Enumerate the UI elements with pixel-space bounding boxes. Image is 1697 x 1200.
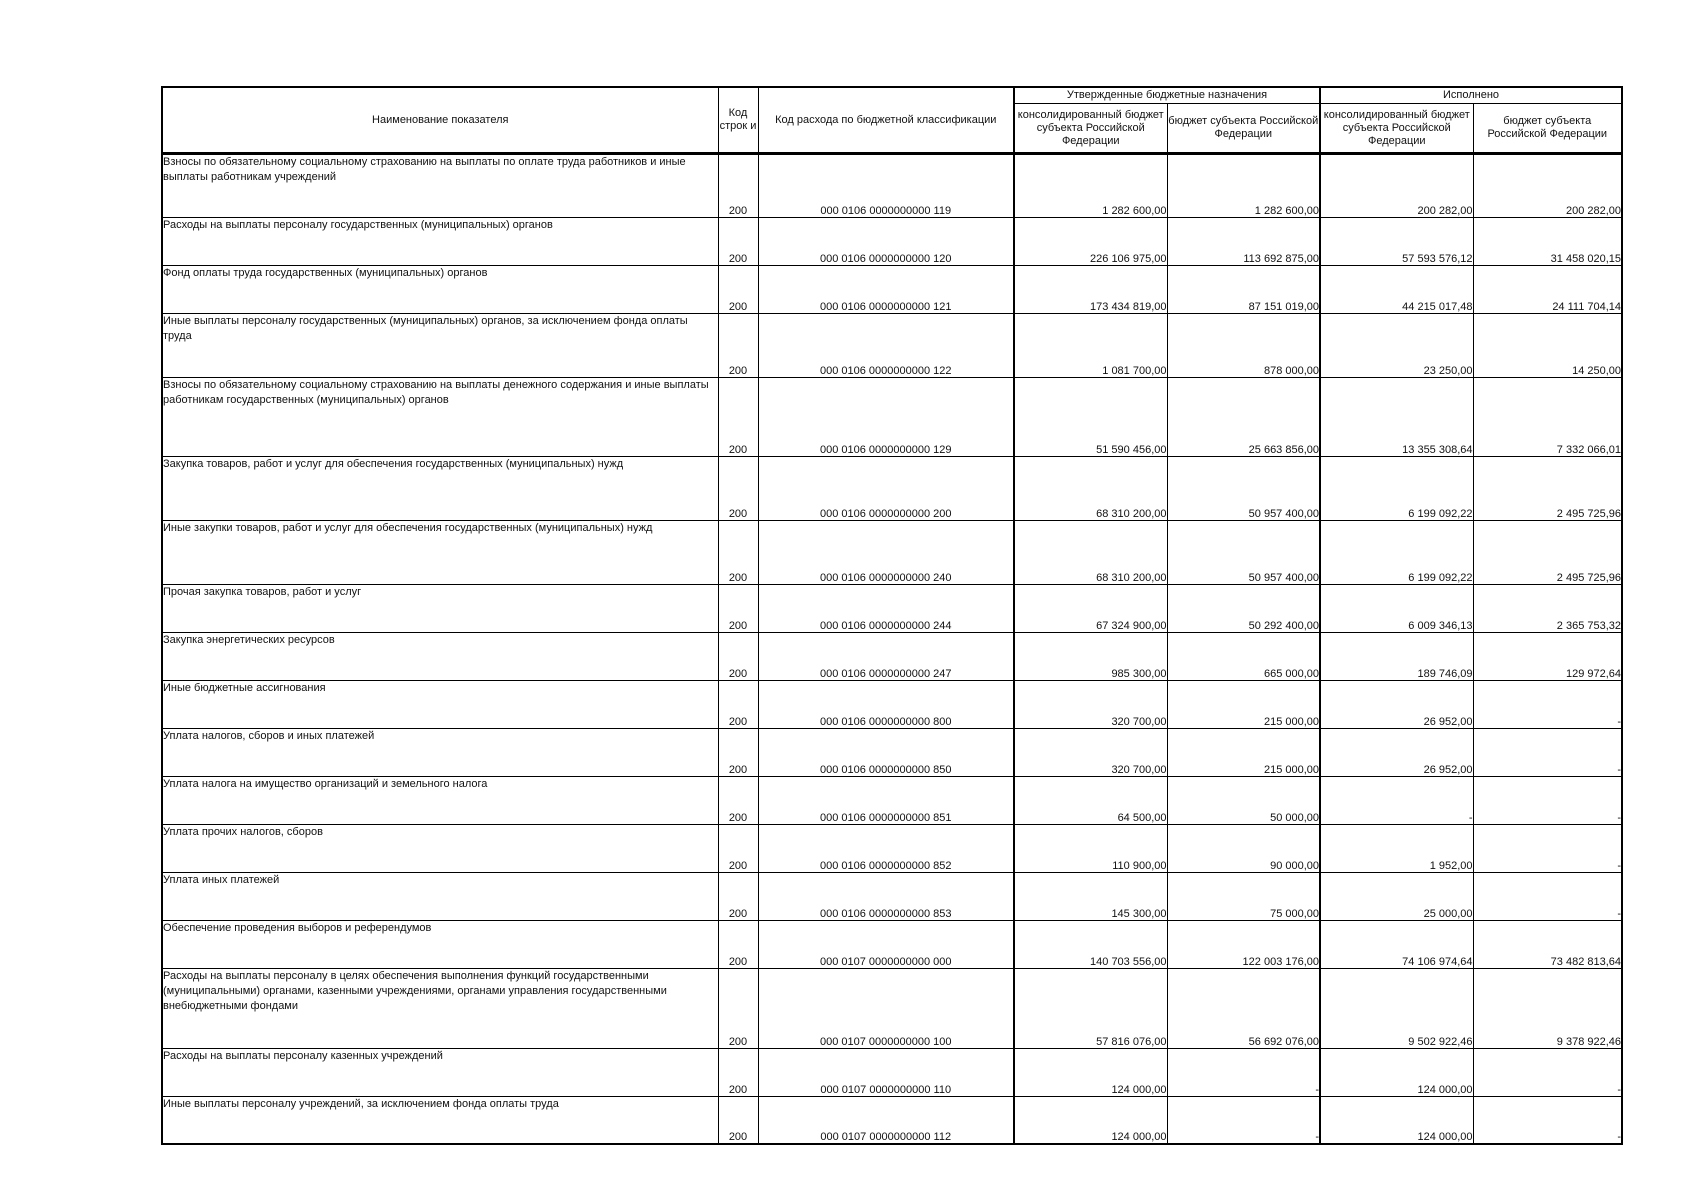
- executed-subject: 24 111 704,14: [1473, 266, 1622, 314]
- class-code: 000 0106 0000000000 800: [758, 681, 1014, 729]
- row-name: Расходы на выплаты персоналу государственных (муниципальных) органов: [162, 218, 718, 266]
- executed-subject: 2 365 753,32: [1473, 585, 1622, 633]
- executed-consolidated: 1 952,00: [1320, 825, 1473, 873]
- row-name: Фонд оплаты труда государственных (муниципальных) органов: [162, 266, 718, 314]
- executed-consolidated: 23 250,00: [1320, 314, 1473, 378]
- table-row: [162, 378, 1622, 457]
- table-row: [162, 633, 1622, 681]
- budget-table: [161, 86, 1623, 1145]
- executed-consolidated: -: [1320, 777, 1473, 825]
- header-executed: Исполнено: [1320, 87, 1622, 104]
- approved-consolidated: 173 434 819,00: [1014, 266, 1167, 314]
- row-name: Уплата иных платежей: [162, 873, 718, 921]
- table-row: [162, 585, 1622, 633]
- approved-consolidated: 1 282 600,00: [1014, 154, 1167, 218]
- row-code: 200: [718, 633, 758, 681]
- executed-subject: 2 495 725,96: [1473, 457, 1622, 521]
- table-row: [162, 921, 1622, 969]
- table-row: [162, 266, 1622, 314]
- header-approved-consolidated: консолидированный бюджет субъекта Российской Федерации: [1014, 104, 1167, 154]
- approved-consolidated: 140 703 556,00: [1014, 921, 1167, 969]
- row-name: Иные выплаты персоналу учреждений, за исключением фонда оплаты труда: [162, 1097, 718, 1144]
- table-row: [162, 1049, 1622, 1097]
- row-name: Взносы по обязательному социальному страхованию на выплаты по оплате труда работников и иные выплаты работникам учреждений: [162, 154, 718, 218]
- row-name: Уплата налогов, сборов и иных платежей: [162, 729, 718, 777]
- table-row: [162, 1097, 1622, 1144]
- executed-subject: -: [1473, 825, 1622, 873]
- table-body: [162, 154, 1622, 1144]
- executed-subject: -: [1473, 729, 1622, 777]
- row-code: 200: [718, 378, 758, 457]
- row-name: Обеспечение проведения выборов и референдумов: [162, 921, 718, 969]
- table-row: [162, 969, 1622, 1049]
- approved-subject: 878 000,00: [1167, 314, 1320, 378]
- row-code: 200: [718, 154, 758, 218]
- executed-consolidated: 74 106 974,64: [1320, 921, 1473, 969]
- table-row: [162, 314, 1622, 378]
- approved-consolidated: 226 106 975,00: [1014, 218, 1167, 266]
- approved-subject: 50 292 400,00: [1167, 585, 1320, 633]
- approved-subject: 665 000,00: [1167, 633, 1320, 681]
- table-row: [162, 777, 1622, 825]
- approved-subject: -: [1167, 1049, 1320, 1097]
- row-code: 200: [718, 457, 758, 521]
- approved-consolidated: 985 300,00: [1014, 633, 1167, 681]
- executed-subject: 73 482 813,64: [1473, 921, 1622, 969]
- row-code: 200: [718, 314, 758, 378]
- class-code: 000 0106 0000000000 119: [758, 154, 1014, 218]
- row-code: 200: [718, 218, 758, 266]
- approved-consolidated: 67 324 900,00: [1014, 585, 1167, 633]
- executed-consolidated: 124 000,00: [1320, 1097, 1473, 1144]
- approved-subject: 90 000,00: [1167, 825, 1320, 873]
- approved-consolidated: 110 900,00: [1014, 825, 1167, 873]
- approved-subject: 56 692 076,00: [1167, 969, 1320, 1049]
- table-row: [162, 681, 1622, 729]
- row-name: Прочая закупка товаров, работ и услуг: [162, 585, 718, 633]
- class-code: 000 0106 0000000000 853: [758, 873, 1014, 921]
- row-code: 200: [718, 969, 758, 1049]
- header-class-code: Код расхода по бюджетной классификации: [758, 87, 1014, 154]
- approved-subject: 50 957 400,00: [1167, 457, 1320, 521]
- approved-consolidated: 68 310 200,00: [1014, 521, 1167, 585]
- class-code: 000 0106 0000000000 121: [758, 266, 1014, 314]
- row-name: Расходы на выплаты персоналу в целях обеспечения выполнения функций государственными (муниципальными) органами, казенными учреждениями, органами управления государственными внебюджетными фондами: [162, 969, 718, 1049]
- class-code: 000 0106 0000000000 129: [758, 378, 1014, 457]
- row-code: 200: [718, 921, 758, 969]
- header-approved-subject: бюджет субъекта Российской Федерации: [1167, 104, 1320, 154]
- executed-subject: 9 378 922,46: [1473, 969, 1622, 1049]
- class-code: 000 0107 0000000000 000: [758, 921, 1014, 969]
- header-row-code: Код строк и: [718, 87, 758, 154]
- header-executed-consolidated: консолидированный бюджет субъекта Российской Федерации: [1320, 104, 1473, 154]
- executed-subject: -: [1473, 1049, 1622, 1097]
- executed-consolidated: 26 952,00: [1320, 681, 1473, 729]
- table-row: [162, 825, 1622, 873]
- executed-subject: 31 458 020,15: [1473, 218, 1622, 266]
- executed-subject: 14 250,00: [1473, 314, 1622, 378]
- approved-consolidated: 68 310 200,00: [1014, 457, 1167, 521]
- approved-subject: 1 282 600,00: [1167, 154, 1320, 218]
- approved-subject: 25 663 856,00: [1167, 378, 1320, 457]
- row-name: Иные бюджетные ассигнования: [162, 681, 718, 729]
- approved-subject: 75 000,00: [1167, 873, 1320, 921]
- table-row: [162, 218, 1622, 266]
- approved-consolidated: 124 000,00: [1014, 1049, 1167, 1097]
- row-name: Иные выплаты персоналу государственных (муниципальных) органов, за исключением фонда оплаты труда: [162, 314, 718, 378]
- row-name: Расходы на выплаты персоналу казенных учреждений: [162, 1049, 718, 1097]
- table-row: [162, 457, 1622, 521]
- class-code: 000 0106 0000000000 247: [758, 633, 1014, 681]
- executed-consolidated: 13 355 308,64: [1320, 378, 1473, 457]
- row-code: 200: [718, 873, 758, 921]
- approved-subject: 50 000,00: [1167, 777, 1320, 825]
- approved-consolidated: 51 590 456,00: [1014, 378, 1167, 457]
- approved-consolidated: 320 700,00: [1014, 681, 1167, 729]
- header-executed-subject: бюджет субъекта Российской Федерации: [1473, 104, 1622, 154]
- row-code: 200: [718, 266, 758, 314]
- row-code: 200: [718, 1097, 758, 1144]
- approved-consolidated: 145 300,00: [1014, 873, 1167, 921]
- approved-subject: -: [1167, 1097, 1320, 1144]
- class-code: 000 0106 0000000000 240: [758, 521, 1014, 585]
- row-code: 200: [718, 729, 758, 777]
- executed-consolidated: 9 502 922,46: [1320, 969, 1473, 1049]
- class-code: 000 0106 0000000000 850: [758, 729, 1014, 777]
- row-name: Уплата прочих налогов, сборов: [162, 825, 718, 873]
- row-code: 200: [718, 777, 758, 825]
- table-row: [162, 729, 1622, 777]
- header-name: Наименование показателя: [162, 87, 718, 154]
- executed-consolidated: 44 215 017,48: [1320, 266, 1473, 314]
- executed-consolidated: 6 199 092,22: [1320, 521, 1473, 585]
- row-code: 200: [718, 825, 758, 873]
- row-name: Закупка энергетических ресурсов: [162, 633, 718, 681]
- approved-consolidated: 57 816 076,00: [1014, 969, 1167, 1049]
- approved-subject: 87 151 019,00: [1167, 266, 1320, 314]
- executed-subject: 200 282,00: [1473, 154, 1622, 218]
- header-approved: Утвержденные бюджетные назначения: [1014, 87, 1320, 104]
- approved-subject: 113 692 875,00: [1167, 218, 1320, 266]
- executed-subject: 129 972,64: [1473, 633, 1622, 681]
- executed-consolidated: 189 746,09: [1320, 633, 1473, 681]
- row-name: Взносы по обязательному социальному страхованию на выплаты денежного содержания и иные выплаты работникам государственных (муниципальных) органов: [162, 378, 718, 457]
- executed-subject: -: [1473, 1097, 1622, 1144]
- approved-consolidated: 1 081 700,00: [1014, 314, 1167, 378]
- row-code: 200: [718, 585, 758, 633]
- executed-subject: 2 495 725,96: [1473, 521, 1622, 585]
- executed-consolidated: 57 593 576,12: [1320, 218, 1473, 266]
- row-name: Закупка товаров, работ и услуг для обеспечения государственных (муниципальных) нужд: [162, 457, 718, 521]
- executed-consolidated: 25 000,00: [1320, 873, 1473, 921]
- class-code: 000 0107 0000000000 110: [758, 1049, 1014, 1097]
- table-row: [162, 521, 1622, 585]
- approved-consolidated: 64 500,00: [1014, 777, 1167, 825]
- executed-subject: -: [1473, 873, 1622, 921]
- table-row: [162, 873, 1622, 921]
- class-code: 000 0106 0000000000 200: [758, 457, 1014, 521]
- row-name: Уплата налога на имущество организаций и земельного налога: [162, 777, 718, 825]
- executed-consolidated: 200 282,00: [1320, 154, 1473, 218]
- executed-subject: -: [1473, 681, 1622, 729]
- approved-subject: 215 000,00: [1167, 729, 1320, 777]
- class-code: 000 0107 0000000000 100: [758, 969, 1014, 1049]
- executed-consolidated: 124 000,00: [1320, 1049, 1473, 1097]
- row-code: 200: [718, 521, 758, 585]
- row-code: 200: [718, 681, 758, 729]
- approved-subject: 215 000,00: [1167, 681, 1320, 729]
- approved-consolidated: 320 700,00: [1014, 729, 1167, 777]
- class-code: 000 0106 0000000000 120: [758, 218, 1014, 266]
- executed-consolidated: 6 009 346,13: [1320, 585, 1473, 633]
- class-code: 000 0107 0000000000 112: [758, 1097, 1014, 1144]
- approved-consolidated: 124 000,00: [1014, 1097, 1167, 1144]
- class-code: 000 0106 0000000000 851: [758, 777, 1014, 825]
- row-name: Иные закупки товаров, работ и услуг для обеспечения государственных (муниципальных) нужд: [162, 521, 718, 585]
- class-code: 000 0106 0000000000 122: [758, 314, 1014, 378]
- class-code: 000 0106 0000000000 244: [758, 585, 1014, 633]
- executed-subject: 7 332 066,01: [1473, 378, 1622, 457]
- executed-consolidated: 26 952,00: [1320, 729, 1473, 777]
- class-code: 000 0106 0000000000 852: [758, 825, 1014, 873]
- approved-subject: 122 003 176,00: [1167, 921, 1320, 969]
- executed-consolidated: 6 199 092,22: [1320, 457, 1473, 521]
- table-row: [162, 154, 1622, 218]
- approved-subject: 50 957 400,00: [1167, 521, 1320, 585]
- row-code: 200: [718, 1049, 758, 1097]
- executed-subject: -: [1473, 777, 1622, 825]
